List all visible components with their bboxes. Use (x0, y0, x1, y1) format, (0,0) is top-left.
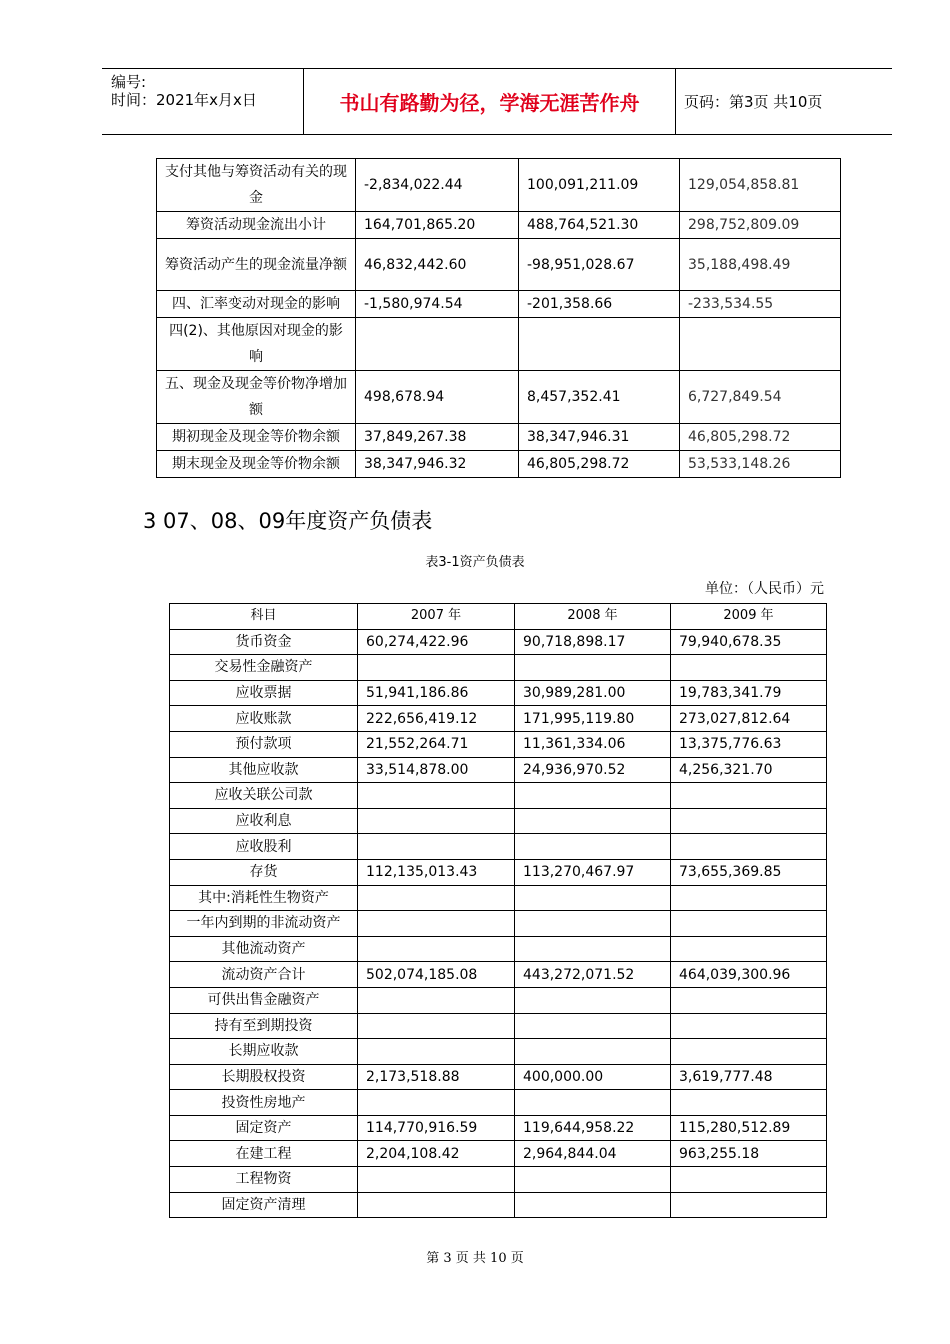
column-header: 2009 年 (671, 604, 827, 630)
value-cell: 46,805,298.72 (680, 424, 841, 451)
row-label: 应收利息 (170, 808, 358, 834)
value-cell: 400,000.00 (515, 1064, 671, 1090)
value-cell (358, 936, 515, 962)
value-cell: 38,347,946.32 (356, 451, 519, 478)
table-row (157, 424, 841, 451)
value-cell: 129,054,858.81 (680, 159, 841, 212)
value-cell (358, 1167, 515, 1193)
row-label: 预付款项 (170, 731, 358, 757)
value-cell: 488,764,521.30 (519, 212, 680, 239)
row-label: 固定资产 (170, 1115, 358, 1141)
value-cell: 112,135,013.43 (358, 859, 515, 885)
value-cell: 73,655,369.85 (671, 859, 827, 885)
value-cell (515, 1192, 671, 1218)
value-cell (358, 1090, 515, 1116)
value-cell: 171,995,119.80 (515, 706, 671, 732)
table-row (170, 885, 827, 911)
value-cell: 114,770,916.59 (358, 1115, 515, 1141)
value-cell: 79,940,678.35 (671, 629, 827, 655)
value-cell: 222,656,419.12 (358, 706, 515, 732)
row-label: 存货 (170, 859, 358, 885)
value-cell: 90,718,898.17 (515, 629, 671, 655)
value-cell: 464,039,300.96 (671, 962, 827, 988)
value-cell (515, 936, 671, 962)
value-cell: 2,964,844.04 (515, 1141, 671, 1167)
value-cell (515, 1039, 671, 1065)
row-label: 五、现金及现金等价物净增加额 (157, 371, 356, 424)
value-cell (671, 1090, 827, 1116)
value-cell (515, 911, 671, 937)
table-row (170, 834, 827, 860)
value-cell: 113,270,467.97 (515, 859, 671, 885)
table-row (170, 911, 827, 937)
row-label: 一年内到期的非流动资产 (170, 911, 358, 937)
value-cell: 100,091,211.09 (519, 159, 680, 212)
table-row (170, 629, 827, 655)
header-meta (102, 69, 302, 134)
row-label: 工程物资 (170, 1167, 358, 1193)
row-label: 应收股利 (170, 834, 358, 860)
row-label: 投资性房地产 (170, 1090, 358, 1116)
table-row (157, 451, 841, 478)
table-header-row (170, 604, 827, 630)
row-label: 期末现金及现金等价物余额 (157, 451, 356, 478)
table-row (170, 936, 827, 962)
header-page-number: 页码：第3页 共10页 (684, 93, 823, 111)
value-cell (358, 1039, 515, 1065)
row-label: 应收票据 (170, 680, 358, 706)
table-row (157, 371, 841, 424)
row-label: 流动资产合计 (170, 962, 358, 988)
value-cell (515, 885, 671, 911)
unit-label: 单位：（人民币）元 (705, 581, 824, 597)
cash-flow-table (156, 158, 841, 478)
value-cell: 273,027,812.64 (671, 706, 827, 732)
value-cell (515, 1167, 671, 1193)
row-label: 其中:消耗性生物资产 (170, 885, 358, 911)
row-label: 应收账款 (170, 706, 358, 732)
value-cell (515, 808, 671, 834)
table-row (157, 212, 841, 239)
page-footer: 第 3 页 共 10 页 (426, 1251, 524, 1266)
table-row (170, 962, 827, 988)
row-label: 其他流动资产 (170, 936, 358, 962)
value-cell (358, 1013, 515, 1039)
value-cell: -1,580,974.54 (356, 291, 519, 318)
value-cell: 38,347,946.31 (519, 424, 680, 451)
table-row (170, 1090, 827, 1116)
section-title: 3 07、08、09年度资产负债表 (143, 509, 433, 533)
value-cell: 4,256,321.70 (671, 757, 827, 783)
value-cell: 35,188,498.49 (680, 239, 841, 291)
value-cell: 33,514,878.00 (358, 757, 515, 783)
table-row (157, 291, 841, 318)
value-cell: 502,074,185.08 (358, 962, 515, 988)
table-row (170, 655, 827, 681)
value-cell (671, 885, 827, 911)
value-cell: 11,361,334.06 (515, 731, 671, 757)
value-cell: 119,644,958.22 (515, 1115, 671, 1141)
row-label: 筹资活动产生的现金流量净额 (157, 239, 356, 291)
value-cell (671, 808, 827, 834)
value-cell: 443,272,071.52 (515, 962, 671, 988)
table-row (170, 987, 827, 1013)
value-cell: 46,805,298.72 (519, 451, 680, 478)
value-cell: 51,941,186.86 (358, 680, 515, 706)
table-row (157, 239, 841, 291)
table-row (170, 1192, 827, 1218)
value-cell (515, 834, 671, 860)
header-slogan: 书山有路勤为径，学海无涯苦作舟 (303, 69, 676, 134)
value-cell (680, 318, 841, 371)
serial-label: 编号: (111, 73, 147, 91)
value-cell: 19,783,341.79 (671, 680, 827, 706)
row-label: 货币资金 (170, 629, 358, 655)
value-cell: 164,701,865.20 (356, 212, 519, 239)
row-label: 可供出售金融资产 (170, 987, 358, 1013)
row-label: 四、汇率变动对现金的影响 (157, 291, 356, 318)
value-cell: 30,989,281.00 (515, 680, 671, 706)
value-cell: 53,533,148.26 (680, 451, 841, 478)
value-cell (671, 987, 827, 1013)
value-cell (358, 987, 515, 1013)
row-label: 长期应收款 (170, 1039, 358, 1065)
column-header: 2007 年 (358, 604, 515, 630)
value-cell: 963,255.18 (671, 1141, 827, 1167)
table-row (170, 680, 827, 706)
value-cell (671, 1167, 827, 1193)
value-cell: -201,358.66 (519, 291, 680, 318)
value-cell (358, 1192, 515, 1218)
value-cell (358, 655, 515, 681)
table-row (170, 1013, 827, 1039)
table-row (170, 1141, 827, 1167)
value-cell (671, 834, 827, 860)
value-cell: 2,173,518.88 (358, 1064, 515, 1090)
balance-sheet-table (169, 603, 827, 1218)
value-cell (358, 834, 515, 860)
table-row (170, 1167, 827, 1193)
row-label: 支付其他与筹资活动有关的现金 (157, 159, 356, 212)
table-row (170, 757, 827, 783)
value-cell: 298,752,809.09 (680, 212, 841, 239)
value-cell (671, 1039, 827, 1065)
value-cell (358, 783, 515, 809)
row-label: 交易性金融资产 (170, 655, 358, 681)
value-cell (356, 318, 519, 371)
value-cell: -233,534.55 (680, 291, 841, 318)
column-header: 2008 年 (515, 604, 671, 630)
row-label: 在建工程 (170, 1141, 358, 1167)
value-cell: 6,727,849.54 (680, 371, 841, 424)
table-row (157, 318, 841, 371)
table-row (170, 783, 827, 809)
table-caption: 表3-1资产负债表 (425, 555, 525, 570)
row-label: 固定资产清理 (170, 1192, 358, 1218)
value-cell (358, 808, 515, 834)
value-cell (515, 655, 671, 681)
value-cell (358, 911, 515, 937)
row-label: 持有至到期投资 (170, 1013, 358, 1039)
value-cell (358, 885, 515, 911)
table-row (170, 859, 827, 885)
value-cell: 115,280,512.89 (671, 1115, 827, 1141)
table-row (170, 1115, 827, 1141)
date-label: 时间：2021年x月x日 (111, 91, 257, 109)
value-cell: 498,678.94 (356, 371, 519, 424)
value-cell: 8,457,352.41 (519, 371, 680, 424)
value-cell: 37,849,267.38 (356, 424, 519, 451)
value-cell (515, 1013, 671, 1039)
value-cell (671, 655, 827, 681)
row-label: 筹资活动现金流出小计 (157, 212, 356, 239)
table-row (170, 731, 827, 757)
table-row (170, 1064, 827, 1090)
value-cell: 2,204,108.42 (358, 1141, 515, 1167)
value-cell: -98,951,028.67 (519, 239, 680, 291)
row-label: 四(2)、其他原因对现金的影响 (157, 318, 356, 371)
value-cell (515, 783, 671, 809)
page-header (102, 68, 892, 135)
column-header: 科目 (170, 604, 358, 630)
value-cell: 60,274,422.96 (358, 629, 515, 655)
value-cell: 13,375,776.63 (671, 731, 827, 757)
table-row (157, 159, 841, 212)
value-cell (671, 1013, 827, 1039)
value-cell: 24,936,970.52 (515, 757, 671, 783)
value-cell (671, 1192, 827, 1218)
value-cell (515, 1090, 671, 1116)
value-cell: 46,832,442.60 (356, 239, 519, 291)
table-row (170, 808, 827, 834)
value-cell (671, 911, 827, 937)
row-label: 应收关联公司款 (170, 783, 358, 809)
value-cell: -2,834,022.44 (356, 159, 519, 212)
value-cell: 3,619,777.48 (671, 1064, 827, 1090)
value-cell (671, 783, 827, 809)
table-row (170, 1039, 827, 1065)
value-cell (671, 936, 827, 962)
row-label: 其他应收款 (170, 757, 358, 783)
row-label: 长期股权投资 (170, 1064, 358, 1090)
value-cell (519, 318, 680, 371)
value-cell (515, 987, 671, 1013)
table-row (170, 706, 827, 732)
row-label: 期初现金及现金等价物余额 (157, 424, 356, 451)
value-cell: 21,552,264.71 (358, 731, 515, 757)
